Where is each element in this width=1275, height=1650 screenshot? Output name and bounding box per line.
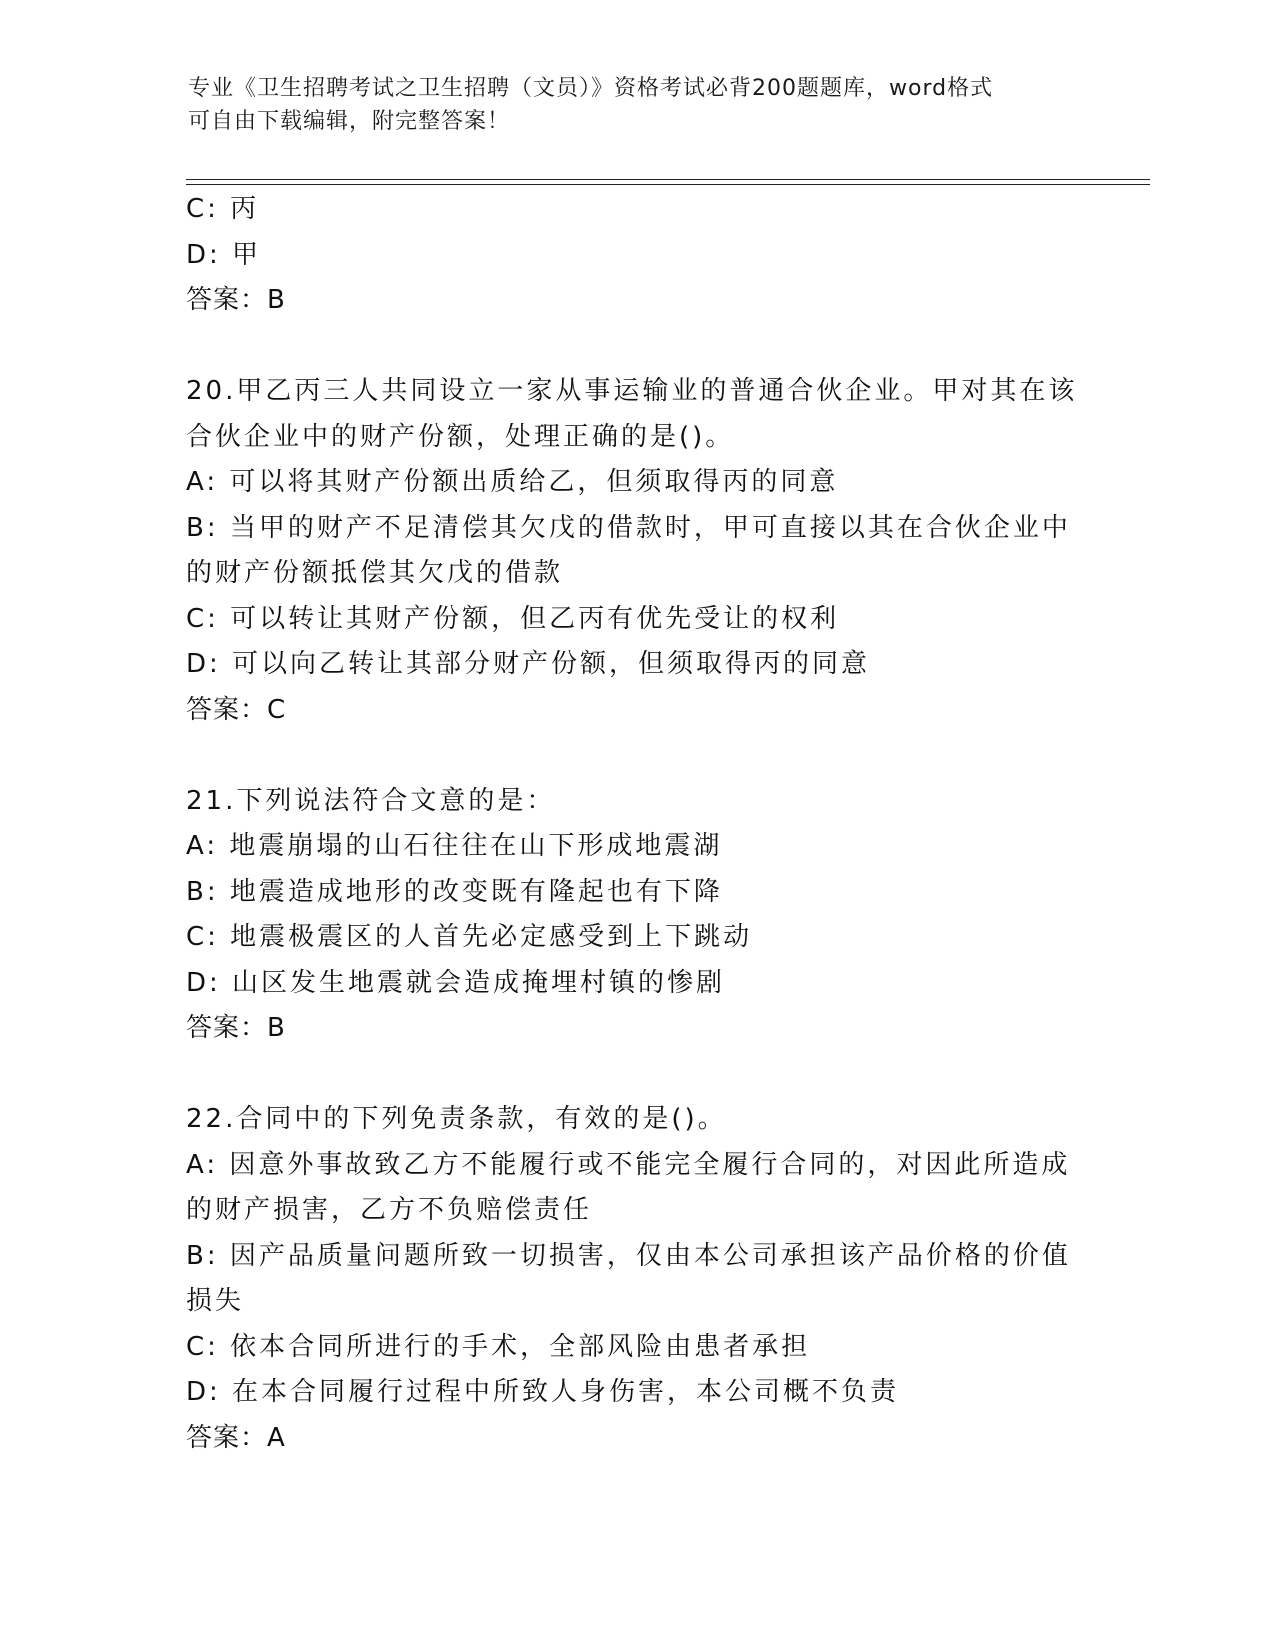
- question-stem: 22.合同中的下列免责条款，有效的是()。: [186, 1104, 727, 1134]
- spacer: [186, 324, 1086, 370]
- question-stem-cont: 合伙企业中的财产份额，处理正确的是()。: [186, 421, 735, 452]
- option-b: B: 当甲的财产不足清偿其欠戊的借款时，甲可直接以其在合伙企业中: [186, 512, 1071, 543]
- option-a: A: 因意外事故致乙方不能履行或不能完全履行合同的，对因此所造成: [186, 1149, 1071, 1180]
- answer-line: 答案：A: [186, 1422, 286, 1453]
- option-a: A: 可以将其财产份额出质给乙，但须取得丙的同意: [186, 467, 839, 497]
- previous-question-tail: [186, 187, 1086, 324]
- option-b-cont: 的财产份额抵偿其欠戊的借款: [186, 558, 564, 588]
- answer-line: 答案：B: [186, 285, 286, 315]
- spacer: [186, 1052, 1086, 1098]
- option-c: C: 依本合同所进行的手术，全部风险由患者承担: [186, 1331, 811, 1362]
- question-21: [186, 779, 1086, 1052]
- option-d: D: 甲: [186, 239, 262, 270]
- option-d: D: 山区发生地震就会造成掩埋村镇的惨剧: [186, 967, 726, 998]
- spacer: [186, 733, 1086, 779]
- header-line-2: 可自由下载编辑，附完整答案！: [188, 109, 511, 134]
- option-d: D: 可以向乙转让其部分财产份额，但须取得丙的同意: [186, 649, 871, 679]
- header-divider-bottom: [186, 184, 1150, 185]
- question-20: [186, 369, 1086, 733]
- option-d: D: 在本合同履行过程中所致人身伤害，本公司概不负责: [186, 1377, 900, 1407]
- question-22: [186, 1097, 1086, 1461]
- option-b: B: 地震造成地形的改变既有隆起也有下降: [186, 876, 723, 907]
- option-c: C: 地震极震区的人首先必定感受到上下跳动: [186, 922, 753, 952]
- document-header: [188, 72, 1088, 138]
- question-stem: 21.下列说法符合文意的是：: [186, 785, 556, 816]
- answer-line: 答案：B: [186, 1013, 286, 1043]
- option-b-cont: 损失: [186, 1286, 245, 1316]
- option-c: C: 丙: [186, 194, 260, 224]
- question-content: [186, 187, 1086, 1461]
- answer-line: 答案：C: [186, 694, 287, 725]
- question-stem: 20.甲乙丙三人共同设立一家从事运输业的普通合伙企业。甲对其在该: [186, 376, 1078, 406]
- option-a-cont: 的财产损害，乙方不负赔偿责任: [186, 1195, 593, 1225]
- header-divider-top: [186, 179, 1150, 180]
- option-b: B: 因产品质量问题所致一切损害，仅由本公司承担该产品价格的价值: [186, 1240, 1071, 1271]
- header-line-1: 专业《卫生招聘考试之卫生招聘（文员）》资格考试必背200题题库，word格式: [188, 76, 994, 101]
- option-a: A: 地震崩塌的山石往往在山下形成地震湖: [186, 831, 723, 861]
- option-c: C: 可以转让其财产份额，但乙丙有优先受让的权利: [186, 603, 840, 634]
